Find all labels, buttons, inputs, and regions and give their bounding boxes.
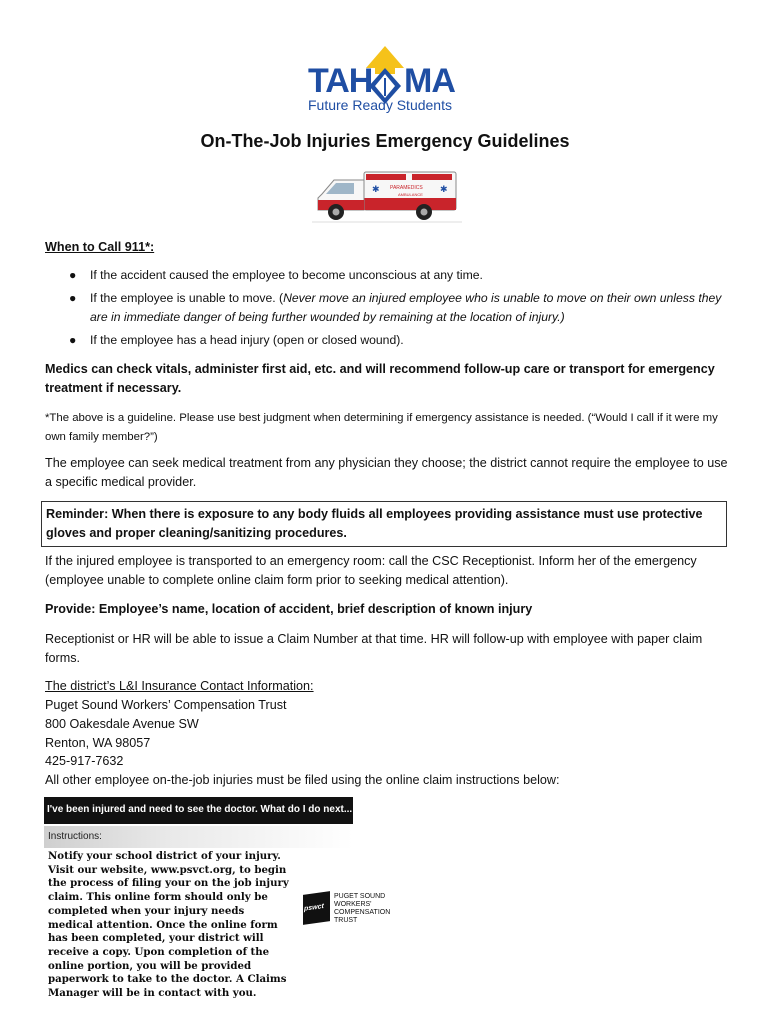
logo-text-right: MA xyxy=(404,62,455,100)
treatment-note: The employee can seek medical treatment from any physician they choose; the district cannot require the employee to use a specific medical provider. xyxy=(45,456,728,489)
bullet-icon: ● xyxy=(69,333,77,347)
pswct-logo-text: pswct xyxy=(304,902,324,913)
pswct-line-4: TRUST xyxy=(334,917,358,924)
when-to-call-list xyxy=(45,266,735,354)
pswct-line-3: COMPENSATION xyxy=(334,909,391,916)
list-item xyxy=(45,289,735,327)
online-claim-note: All other employee on-the-job injuries must be filed using the online claim instructions below: xyxy=(45,773,560,787)
ambulance-sign-side: AMBULANCE xyxy=(398,192,423,197)
guideline-note: *The above is a guideline. Please use best judgment when determining if emergency assistance is needed. (“Would I call if it were my own family member?”) xyxy=(45,412,718,443)
logo-tagline: Future Ready Students xyxy=(308,97,452,113)
bullet-italic-text: Never move an injured employee who is unable to move on their own unless they are in immediate danger of being further wounded by remaining at the location of injury.) xyxy=(90,291,722,324)
list-item xyxy=(45,266,735,285)
instructions-label: Instructions: xyxy=(48,831,102,842)
contact-heading: The district’s L&I Insurance Contact Information: xyxy=(45,679,314,693)
pswct-logo xyxy=(303,893,413,927)
banner-text: I've been injured and need to see the doctor. What do I do next... xyxy=(47,804,353,815)
logo-text-left: TAH xyxy=(308,62,373,100)
contact-org: Puget Sound Workers’ Compensation Trust xyxy=(45,698,287,712)
pswct-line-1: PUGET SOUND xyxy=(334,893,386,900)
er-note: If the injured employee is transported to an emergency room: call the CSC Receptionist. Inform her of the emergency (employee unable to complete online claim form prior to seeking medical attention). xyxy=(45,554,697,587)
contact-phone: 425-917-7632 xyxy=(45,754,124,768)
star-of-life-icon: ✱ xyxy=(372,184,380,194)
tahoma-logo xyxy=(300,40,470,118)
scanned-banner xyxy=(44,797,353,824)
ambulance-image xyxy=(312,168,462,226)
provide-note: Provide: Employee’s name, location of accident, brief description of known injury xyxy=(45,602,533,616)
instructions-bar xyxy=(44,826,353,848)
contact-street: 800 Oakesdale Avenue SW xyxy=(45,717,199,731)
contact-city: Renton, WA 98057 xyxy=(45,736,151,750)
list-item xyxy=(45,331,735,350)
instructions-body: Notify your school district of your injury. Visit our website, www.psvct.org, to begin the process of filing your on the job injury claim. This online form should only be completed when your injury needs medical attention. Once the online form has been completed, your district will receive a copy. Upon completion of the online portion, you will be provided paperwork to take to the doctor. A Claims Manager will be in contact with you. xyxy=(48,850,289,1000)
page-title: On-The-Job Injuries Emergency Guidelines xyxy=(200,131,570,151)
bullet-icon: ● xyxy=(69,268,77,282)
bullet-text: If the employee is unable to move. ( xyxy=(90,291,284,305)
pswct-line-2: WORKERS' xyxy=(334,901,372,908)
pswct-logo-mark xyxy=(303,891,330,925)
receptionist-note: Receptionist or HR will be able to issue a Claim Number at that time. HR will follow-up with employee with paper claim forms. xyxy=(45,632,703,665)
bullet-text: If the employee has a head injury (open or closed wound). xyxy=(90,333,404,347)
bullet-text: If the accident caused the employee to become unconscious at any time. xyxy=(90,268,483,282)
ambulance-sign-top: PARAMEDICS xyxy=(390,185,423,191)
when-to-call-heading: When to Call 911*: xyxy=(45,240,155,254)
medics-note: Medics can check vitals, administer first aid, etc. and will recommend follow-up care or transport for emergency treatment if necessary. xyxy=(45,362,715,395)
reminder-box: Reminder: When there is exposure to any body fluids all employees providing assistance must use protective gloves and proper cleaning/sanitizing procedures. xyxy=(41,501,727,547)
star-of-life-icon-2: ✱ xyxy=(440,184,448,194)
bullet-icon: ● xyxy=(69,291,77,305)
